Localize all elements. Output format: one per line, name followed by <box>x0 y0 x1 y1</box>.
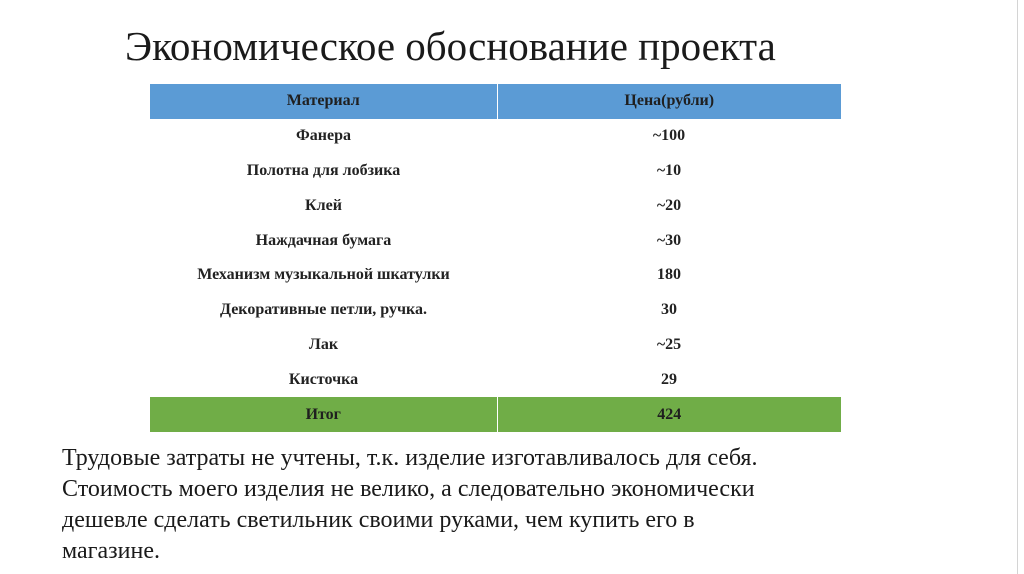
price-cell: 30 <box>661 301 677 319</box>
table-row <box>150 223 841 258</box>
slide-title: Экономическое обоснование проекта <box>125 23 776 69</box>
slide-edge-divider <box>1017 0 1018 574</box>
price-cell: 180 <box>657 266 681 284</box>
price-cell: ~100 <box>652 127 686 145</box>
table-header-row <box>150 84 841 119</box>
header-material: Материал <box>150 84 497 119</box>
table-row <box>150 119 841 154</box>
explanation-line: дешевле сделать светильник своими руками, чем купить его в <box>62 507 695 533</box>
table-row <box>150 293 841 328</box>
material-cell: Декоративные петли, ручка. <box>220 301 427 319</box>
material-cell: Полотна для лобзика <box>246 161 401 179</box>
header-price: Цена(рубли) <box>624 92 715 110</box>
price-cell: ~25 <box>656 335 682 353</box>
table-row <box>150 258 841 293</box>
material-cell: Механизм музыкальной шкатулки <box>197 266 450 284</box>
table-total-row <box>150 397 841 432</box>
explanation-line: Стоимость моего изделия не велико, а следовательно экономически <box>62 476 755 502</box>
material-cell: Лак <box>308 335 339 353</box>
cost-table <box>150 84 841 432</box>
price-cell: ~10 <box>656 161 682 179</box>
price-cell: ~20 <box>656 196 682 214</box>
explanation-text <box>62 443 962 567</box>
table-row <box>150 188 841 223</box>
total-value: 424 <box>657 405 682 423</box>
material-cell: Наждачная бумага <box>255 231 392 249</box>
table-row <box>150 154 841 189</box>
table-row <box>150 362 841 397</box>
material-cell: Кисточка <box>288 370 359 388</box>
explanation-line: магазине. <box>62 538 160 564</box>
total-label: Итог <box>150 397 497 432</box>
material-cell: Фанера <box>296 127 351 145</box>
material-cell: Клей <box>305 196 342 214</box>
table-row <box>150 328 841 363</box>
price-cell: 29 <box>661 370 677 388</box>
price-cell: ~30 <box>656 231 682 249</box>
explanation-line: Трудовые затраты не учтены, т.к. изделие изготавливалось для себя. <box>62 445 758 471</box>
